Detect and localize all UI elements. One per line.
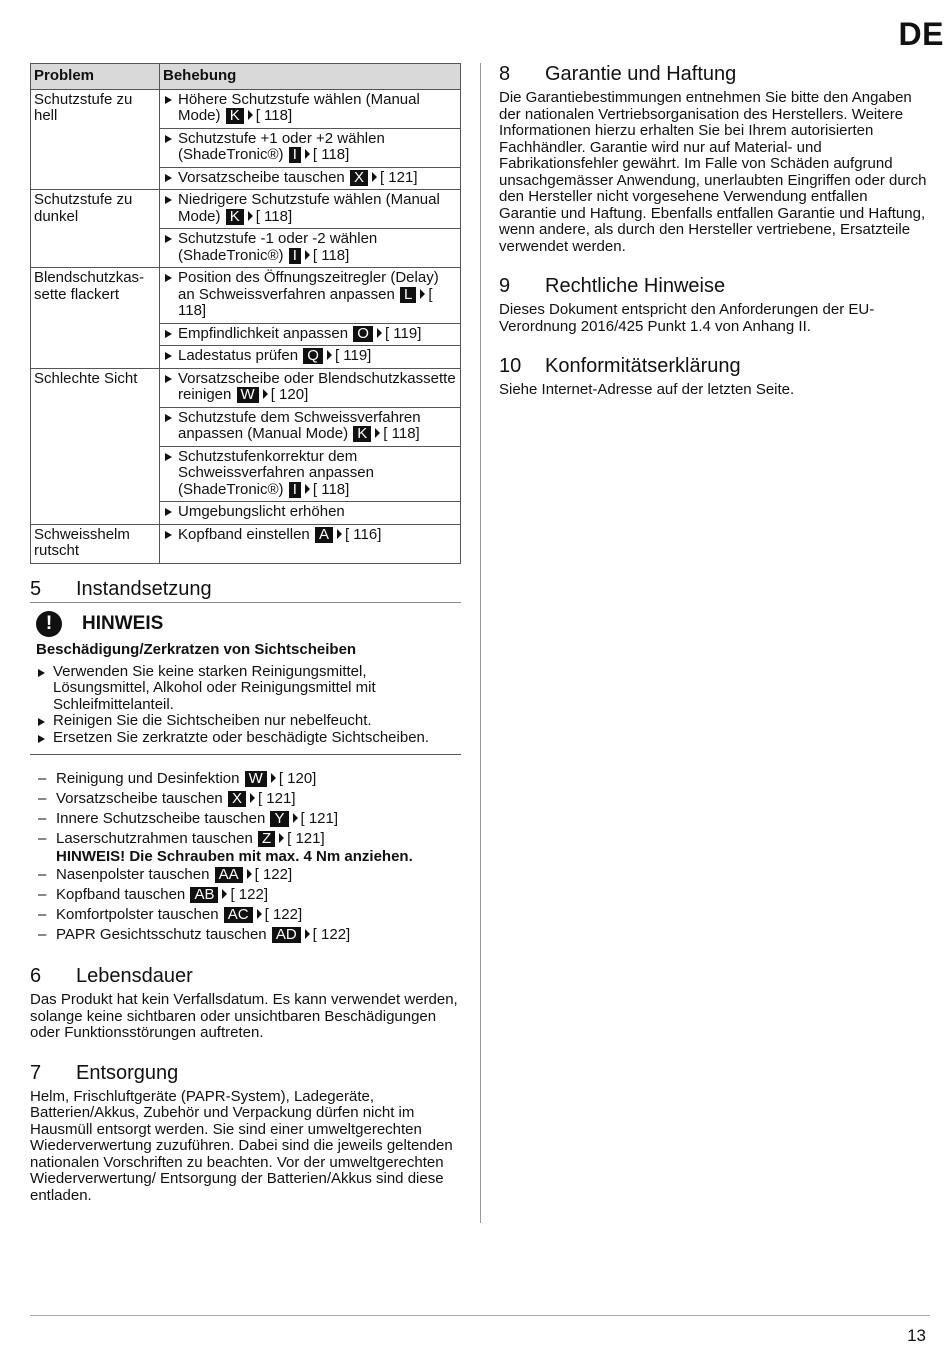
section-7-heading (30, 1062, 461, 1085)
cross-ref-tag[interactable]: W (245, 771, 267, 787)
list-item (30, 809, 461, 829)
fix-cell (160, 524, 461, 563)
page-ref[interactable]: [ 119] (334, 347, 372, 364)
fix-cell (160, 368, 461, 407)
step-text: Innere Schutzscheibe tauschen (56, 810, 266, 827)
fix-text: Schutzstufe -1 oder -2 wählen (ShadeTronic®) (178, 230, 378, 264)
step-text: Komfortpolster tauschen (56, 906, 219, 923)
section-number: 7 (30, 1061, 42, 1084)
problem-cell: Schutzstufe zu hell (31, 89, 160, 190)
cross-ref-tag[interactable]: A (315, 527, 333, 543)
section-title: Entsorgung (76, 1061, 179, 1084)
header-problem: Problem (31, 64, 160, 90)
page-ref[interactable]: [ 118] (312, 246, 350, 264)
fix-cell (160, 128, 461, 167)
page-ref[interactable]: [ 122] (254, 866, 293, 883)
section-title: Lebensdauer (76, 965, 193, 987)
bullet-arrow-icon (165, 531, 172, 539)
section-number: 6 (30, 965, 42, 987)
bullet-arrow-icon (38, 735, 45, 743)
fix-cell (160, 407, 461, 446)
step-text: Vorsatzscheibe tauschen (56, 790, 223, 807)
cross-ref-tag[interactable]: I (289, 482, 301, 498)
section-9-body: Dieses Dokument entspricht den Anforderungen der EU-Verordnung 2016/425 Punkt 1.4 von Anhang II. (499, 301, 875, 335)
notice-title: HINWEIS (82, 612, 164, 634)
notice-item (36, 730, 455, 747)
table-row (31, 268, 461, 324)
cross-ref-tag[interactable]: K (226, 108, 244, 124)
page-number: 13 (907, 1326, 926, 1345)
bullet-arrow-icon (165, 352, 172, 360)
page-ref[interactable]: [ 121] (300, 810, 339, 827)
step-note: HINWEIS! Die Schrauben mit max. 4 Nm anziehen. (56, 848, 413, 865)
table-header-row (31, 64, 461, 90)
ref-arrow-icon (420, 289, 425, 299)
ref-arrow-icon (377, 328, 382, 338)
cross-ref-tag[interactable]: X (350, 170, 368, 186)
fix-text: Empfindlichkeit anpassen (178, 324, 349, 342)
bullet-arrow-icon (165, 235, 172, 243)
page-ref[interactable]: [ 118] (255, 107, 293, 124)
cross-ref-tag[interactable]: I (289, 248, 301, 264)
problem-cell: Schlechte Sicht (31, 368, 160, 524)
page-ref[interactable]: [ 118] (312, 146, 350, 163)
fix-text: Kopfband einstellen (178, 525, 310, 543)
page-ref[interactable]: [ 121] (257, 790, 296, 807)
section-6-body: Das Produkt hat kein Verfallsdatum. Es kann verwendet werden, solange keine sichtbaren oder unsichtbaren Beschädigungen oder Funktionsstörungen auftreten. (30, 991, 458, 1041)
cross-ref-tag[interactable]: Q (303, 348, 323, 364)
ref-arrow-icon (250, 793, 255, 803)
fix-text: Vorsatzscheibe tauschen (178, 168, 345, 186)
ref-arrow-icon (305, 929, 310, 939)
fix-cell (160, 346, 461, 369)
exclamation-icon: ! (36, 611, 62, 637)
section-10-heading (499, 355, 929, 378)
ref-arrow-icon (222, 889, 227, 899)
repair-steps-list (30, 769, 461, 945)
ref-arrow-icon (337, 529, 342, 539)
bullet-arrow-icon (165, 330, 172, 338)
step-text: Kopfband tauschen (56, 886, 186, 903)
cross-ref-tag[interactable]: Z (258, 831, 275, 847)
cross-ref-tag[interactable]: AC (224, 907, 253, 923)
ref-arrow-icon (279, 833, 284, 843)
problem-cell: Blendschutzkas-sette flackert (31, 268, 160, 369)
ref-arrow-icon (248, 211, 253, 221)
fix-cell (160, 229, 461, 268)
section-7 (30, 1062, 461, 1205)
section-5-heading (30, 578, 461, 603)
page-ref[interactable]: [ 118] (255, 207, 293, 225)
page-ref[interactable]: [ 121] (379, 168, 418, 186)
section-number: 9 (499, 275, 511, 297)
fix-text: Schutzstufenkorrektur dem Schweissverfahren anpassen (ShadeTronic®) (178, 447, 374, 498)
cross-ref-tag[interactable]: AB (190, 887, 218, 903)
section-10 (499, 355, 929, 399)
section-9-heading (499, 275, 929, 298)
ref-arrow-icon (247, 869, 252, 879)
list-item (30, 789, 461, 809)
cross-ref-tag[interactable]: L (400, 287, 416, 303)
footer-rule (30, 1315, 930, 1316)
section-number: 8 (499, 63, 511, 85)
section-10-body: Siehe Internet-Adresse auf der letzten Seite. (499, 381, 795, 398)
fix-text: Schutzstufe dem Schweissverfahren anpassen (Manual Mode) (178, 408, 421, 442)
notice-item (36, 713, 455, 730)
fix-cell (160, 167, 461, 190)
list-item (30, 865, 461, 885)
section-8 (499, 63, 929, 255)
fix-text: Umgebungslicht erhöhen (178, 503, 345, 520)
page-ref[interactable]: [ 122] (264, 906, 303, 923)
fix-cell (160, 502, 461, 525)
cross-ref-tag[interactable]: K (226, 209, 244, 225)
bullet-arrow-icon (38, 718, 45, 726)
list-item (30, 829, 461, 865)
cross-ref-tag[interactable]: K (353, 426, 371, 442)
section-title: Rechtliche Hinweise (545, 275, 726, 297)
step-text: PAPR Gesichtsschutz tauschen (56, 926, 267, 943)
ref-arrow-icon (305, 484, 310, 494)
cross-ref-tag[interactable]: Y (270, 811, 288, 827)
bullet-arrow-icon (165, 196, 172, 204)
fix-text: Position des Öffnungszeitregler (Delay) an Schweissverfahren anpassen (178, 269, 439, 303)
cross-ref-tag[interactable]: X (228, 791, 246, 807)
step-text: Nasenpolster tauschen (56, 866, 210, 883)
bullet-arrow-icon (165, 414, 172, 422)
list-item (30, 905, 461, 925)
page-ref[interactable]: [ 120] (278, 770, 317, 787)
page-ref[interactable]: [ 116] (344, 525, 382, 543)
bullet-arrow-icon (165, 174, 172, 182)
ref-arrow-icon (248, 110, 253, 120)
notice-subtitle: Beschädigung/Zerkratzen von Sichtscheiben (36, 640, 357, 658)
bullet-arrow-icon (165, 453, 172, 461)
list-item (30, 885, 461, 905)
section-9 (499, 275, 929, 335)
ref-arrow-icon (293, 813, 298, 823)
fix-cell (160, 268, 461, 324)
notice-item-text: Ersetzen Sie zerkratzte oder beschädigte Sichtscheiben. (53, 728, 430, 746)
fix-text: Ladestatus prüfen (178, 347, 299, 364)
ref-arrow-icon (372, 172, 377, 182)
column-divider (480, 63, 481, 1223)
ref-arrow-icon (257, 909, 262, 919)
cross-ref-tag[interactable]: I (289, 147, 301, 163)
table-row (31, 368, 461, 407)
table-body (31, 89, 461, 563)
fix-cell (160, 446, 461, 502)
bullet-arrow-icon (38, 669, 45, 677)
section-8-heading (499, 63, 929, 86)
section-title: Konformitätserklärung (545, 355, 741, 377)
notice-item-text: Reinigen Sie die Sichtscheiben nur nebelfeucht. (53, 712, 372, 729)
ref-arrow-icon (263, 389, 268, 399)
notice-list (36, 664, 455, 747)
table-row (31, 89, 461, 128)
page-ref[interactable]: [ 118] (178, 285, 433, 319)
language-code: DE (898, 16, 944, 52)
cross-ref-tag[interactable]: AD (272, 927, 301, 943)
left-column (30, 63, 461, 1204)
section-title: Instandsetzung (76, 577, 212, 600)
header-behebung: Behebung (160, 64, 461, 90)
notice-item-text: Verwenden Sie keine starken Reinigungsmittel, Lösungsmittel, Alkohol oder Reinigungsmittel mit Schleifmittelanteil. (53, 662, 376, 713)
section-6 (30, 965, 461, 1042)
section-number: 5 (30, 577, 42, 600)
bullet-arrow-icon (165, 375, 172, 383)
page-ref[interactable]: [ 122] (230, 886, 268, 903)
ref-arrow-icon (305, 149, 310, 159)
page-ref[interactable]: [ 119] (384, 324, 422, 342)
cross-ref-tag[interactable]: AA (215, 867, 243, 883)
fix-text: Vorsatzscheibe oder Blendschutzkassette reinigen (178, 369, 456, 403)
problem-cell: Schutzstufe zu dunkel (31, 190, 160, 268)
ref-arrow-icon (305, 250, 310, 260)
fix-cell (160, 89, 461, 128)
table-row (31, 190, 461, 229)
notice-box (30, 603, 461, 756)
fix-text: Niedrigere Schutzstufe wählen (Manual Mode) (178, 191, 440, 225)
step-text: Laserschutzrahmen tauschen (56, 830, 253, 847)
cross-ref-tag[interactable]: O (353, 326, 373, 342)
troubleshooting-table (30, 63, 461, 564)
ref-arrow-icon (375, 428, 380, 438)
section-number: 10 (499, 355, 522, 377)
page-ref[interactable]: [ 120] (270, 386, 309, 403)
list-item (30, 925, 461, 945)
fix-text: Schutzstufe +1 oder +2 wählen (ShadeTronic®) (178, 129, 385, 163)
section-7-body: Helm, Frischluftgeräte (PAPR-System), Ladegeräte, Batterien/Akkus, Zubehör und Verpackung dürfen nicht im Hausmüll entsorgt werden. Sie sind einer umweltgerechten Wiederverwertung zuzuführen. Dabei sind die jeweils geltenden nationalen Vorschriften zu beachten. Vor der umweltgerechten Wiederverwertung/ Entsorgung der Batterien/Akkus sind diese entladen. (30, 1087, 453, 1204)
bullet-arrow-icon (165, 96, 172, 104)
ref-arrow-icon (271, 773, 276, 783)
list-item (30, 769, 461, 789)
table-row (31, 524, 461, 563)
section-title: Garantie und Haftung (545, 63, 737, 85)
bullet-arrow-icon (165, 135, 172, 143)
page-ref[interactable]: [ 118] (383, 425, 420, 442)
notice-item (36, 664, 455, 714)
bullet-arrow-icon (165, 508, 172, 516)
step-text: Reinigung und Desinfektion (56, 770, 240, 787)
right-column (499, 63, 929, 399)
cross-ref-tag[interactable]: W (237, 387, 259, 403)
notice-header (36, 611, 455, 637)
fix-text: Höhere Schutzstufe wählen (Manual Mode) (178, 90, 420, 124)
bullet-arrow-icon (165, 274, 172, 282)
ref-arrow-icon (327, 350, 332, 360)
page-ref[interactable]: [ 122] (312, 926, 351, 943)
problem-cell: Schweisshelm rutscht (31, 524, 160, 563)
section-6-heading (30, 965, 461, 988)
page-ref[interactable]: [ 118] (312, 480, 350, 498)
page-ref[interactable]: [ 121] (287, 830, 325, 847)
section-8-body: Die Garantiebestimmungen entnehmen Sie bitte den Angaben der nationalen Vertriebsorganisation des Herstellers. Weitere Informationen hierzu erhalten Sie bei Ihrem autorisierten Fachhändler. Garantie wird nur auf Material- und Fabrikationsfehler gewährt. Im Falle von Schäden aufgrund unsachgemässer Anwendung, unerlaubten Eingriffen oder durch den Hersteller nicht vorgesehene Verwendung entfallen Garantie und Haftung. Ebenfalls entfallen Garantie und Haftung, wenn andere, als durch den Hersteller vertriebene, Ersatzteile verwendet werden. (499, 89, 927, 255)
fix-cell (160, 323, 461, 346)
fix-cell (160, 190, 461, 229)
